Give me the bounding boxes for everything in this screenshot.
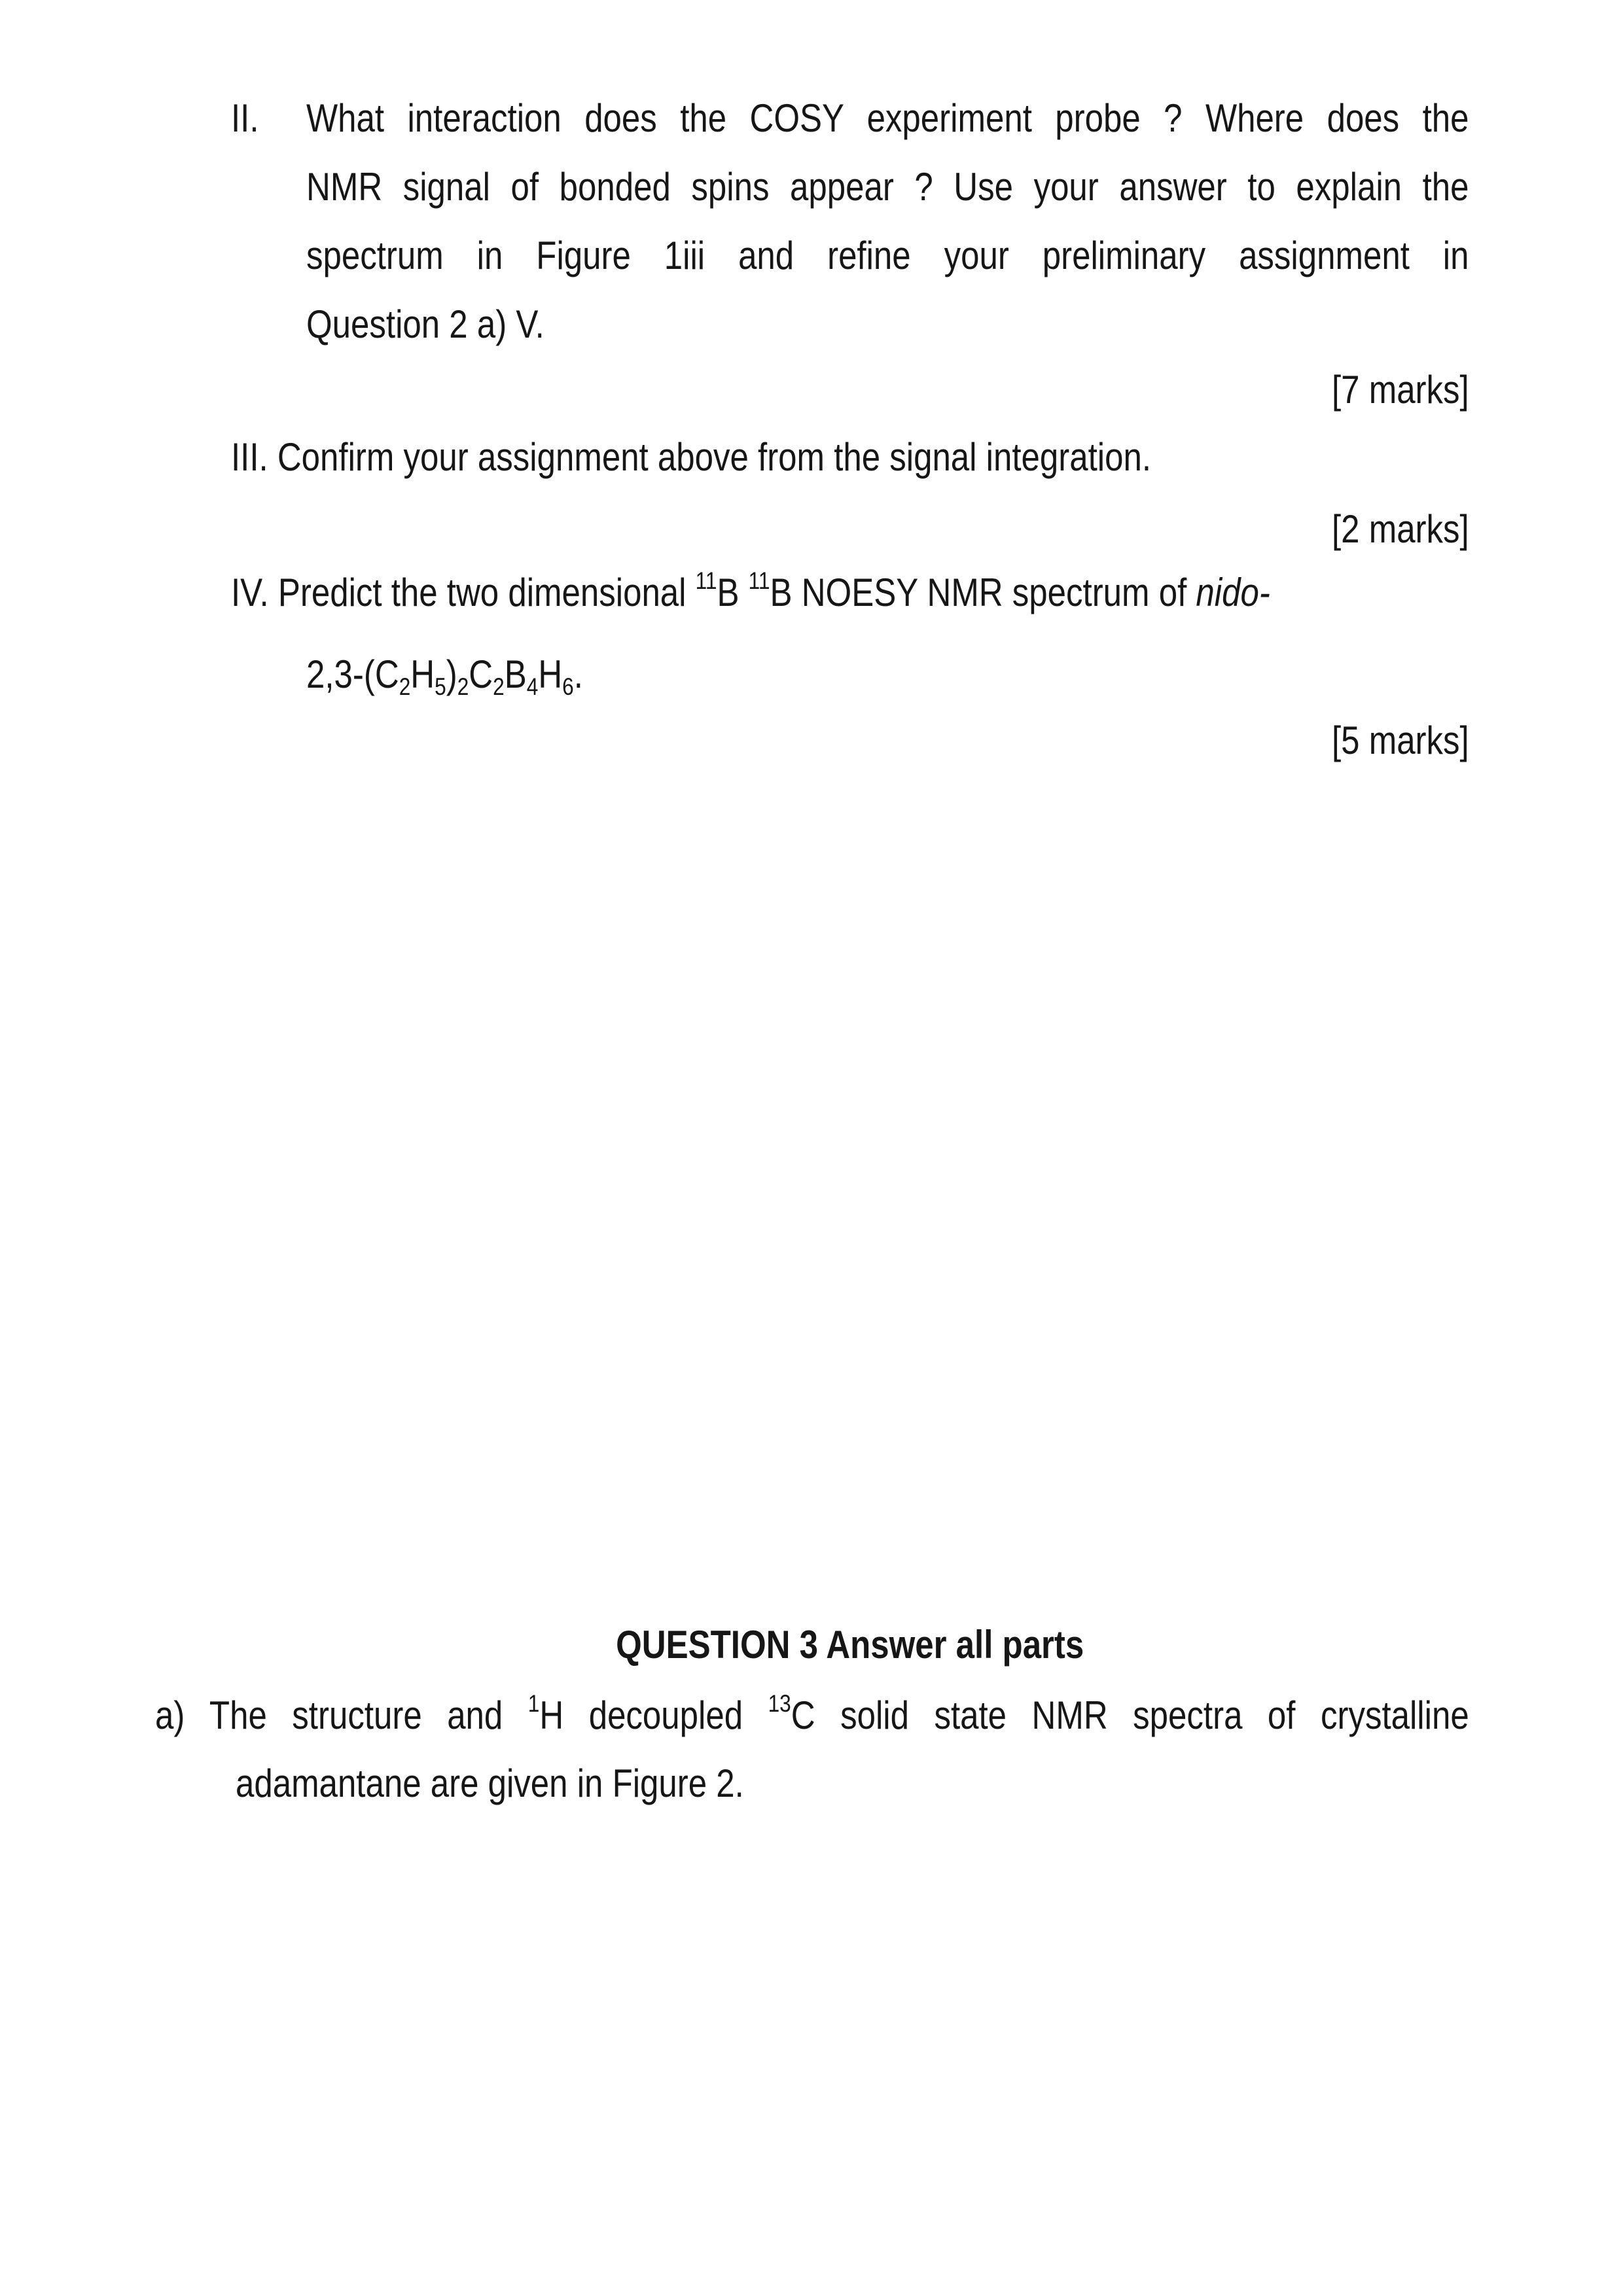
- item-ii-line-2: NMR signal of bonded spins appear ? Use your answer to explain the: [306, 165, 1469, 209]
- item-iv-line-1: IV. Predict the two dimensional $^{11}$B $^{11}$B NOESY NMR spectrum of nido-: [231, 566, 1270, 614]
- marks-item-iii: [2 marks]: [1332, 507, 1469, 551]
- marks-item-iv: [5 marks]: [1332, 718, 1469, 762]
- question3-heading: QUESTION 3 Answer all parts: [616, 1623, 1084, 1667]
- marks-item-ii: [7 marks]: [1332, 368, 1469, 412]
- item-iv-formula: $2,3-(C_2H_5)_2C_2B_4H_6$.: [306, 652, 583, 701]
- item-a-line-1: a) The structure and $^1$H decoupled $^{13}$C solid state NMR spectra of crystalline: [155, 1689, 1469, 1737]
- item-iii-line-1: III. Confirm your assignment above from the signal integration.: [231, 435, 1152, 479]
- item-ii-number: [231, 96, 264, 140]
- item-a-line-2: adamantane are given in Figure 2.: [236, 1761, 744, 1805]
- item-ii-line-1: What interaction does the COSY experiment probe ? Where does the: [306, 96, 1469, 140]
- item-ii-number-text: II.: [231, 96, 259, 140]
- item-ii-line-3: spectrum in Figure 1iii and refine your preliminary assignment in: [306, 234, 1469, 277]
- item-ii-line-4: Question 2 a) V.: [306, 302, 544, 346]
